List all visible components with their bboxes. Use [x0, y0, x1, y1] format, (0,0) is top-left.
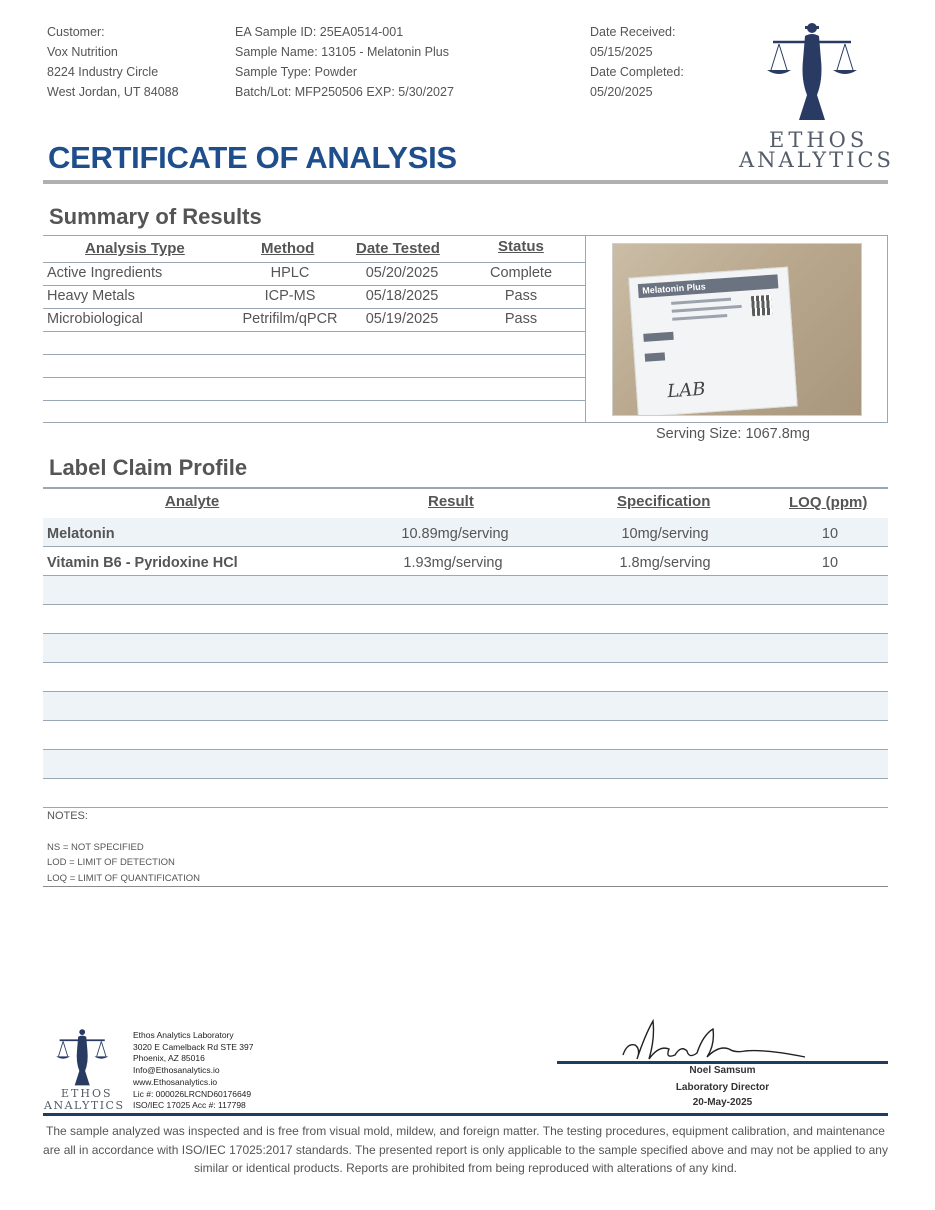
row-stripe [43, 576, 888, 604]
method-cell: ICP-MS [264, 288, 316, 304]
summary-col-analysis-type: Analysis Type [85, 240, 185, 257]
specification-cell: 1.8mg/serving [619, 555, 711, 571]
status-cell: Pass [504, 311, 538, 327]
serving-size: Serving Size: 1067.8mg [656, 426, 810, 442]
row-divider [43, 633, 888, 634]
photo-label-title: Melatonin Plus [638, 274, 779, 298]
summary-col-method: Method [261, 240, 315, 257]
summary-right-border [887, 235, 888, 423]
page-title: CERTIFICATE OF ANALYSIS [48, 140, 457, 175]
summary-row-divider [43, 377, 585, 378]
lab-address-line2: Phoenix, AZ 85016 [133, 1053, 205, 1064]
sample-id: EA Sample ID: 25EA0514-001 [235, 25, 404, 39]
lab-contact-info [133, 1030, 253, 1112]
status-cell: Complete [489, 265, 553, 281]
analysis-type-cell: Microbiological [47, 311, 143, 327]
result-cell: 10.89mg/serving [401, 526, 509, 542]
signer-title: Laboratory Director [675, 1082, 770, 1093]
footer-logo-analytics: ANALYTICS [44, 1099, 125, 1112]
ethos-logo-figure [765, 20, 860, 122]
title-divider [43, 180, 888, 184]
logo-text-analytics: ANALYTICS [739, 148, 894, 172]
lab-address-line1: 3020 E Camelback Rd STE 397 [133, 1041, 254, 1052]
summary-row-divider [43, 285, 585, 286]
footer-logo-figure [55, 1027, 110, 1087]
method-cell: Petrifilm/qPCR [242, 311, 338, 327]
label-tag [643, 332, 673, 342]
row-divider [43, 691, 888, 692]
analyte-cell: Vitamin B6 - Pyridoxine HCl [47, 555, 238, 571]
analyte-cell: Melatonin [47, 526, 115, 542]
loq-cell: 10 [821, 526, 839, 542]
footer-divider [43, 1113, 888, 1116]
customer-address-line2: West Jordan, UT 84088 [47, 85, 179, 99]
row-divider [43, 575, 888, 576]
summary-row-divider [43, 331, 585, 332]
date-completed: 05/20/2025 [590, 85, 653, 99]
label-claim-col-analyte: Analyte [165, 493, 220, 510]
row-divider [43, 778, 888, 779]
loq-cell: 10 [821, 555, 839, 571]
result-cell: 1.93mg/serving [403, 555, 503, 571]
lab-email: Info@Ethosanalytics.io [133, 1065, 220, 1076]
batch-lot: Batch/Lot: MFP250506 EXP: 5/30/2027 [235, 85, 454, 99]
specification-cell: 10mg/serving [621, 526, 709, 542]
date-tested-cell: 05/20/2025 [365, 265, 439, 281]
sample-name: Sample Name: 13105 - Melatonin Plus [235, 45, 450, 59]
notes-divider [43, 886, 888, 887]
sample-label-card [628, 267, 797, 416]
justice-scale-icon [55, 1027, 110, 1087]
footer-logo-ethos: ETHOS [61, 1087, 113, 1100]
analysis-type-cell: Active Ingredients [47, 265, 163, 281]
label-text-line [672, 314, 727, 321]
lab-iso-accreditation: ISO/IEC 17025 Acc #: 117798 [133, 1100, 246, 1111]
row-divider [43, 604, 888, 605]
row-divider [43, 720, 888, 721]
summary-col-status: Status [498, 238, 544, 255]
logo-text-ethos: ETHOS [769, 128, 869, 152]
customer-info [47, 22, 179, 102]
row-divider [43, 749, 888, 750]
sample-type: Sample Type: Powder [235, 65, 358, 79]
sample-photo [612, 243, 862, 416]
date-tested-cell: 05/18/2025 [365, 288, 439, 304]
method-cell: HPLC [270, 265, 310, 281]
notes-heading: NOTES: [47, 810, 88, 822]
sample-info [235, 22, 454, 102]
signer-name: Noel Samsum [689, 1065, 756, 1076]
date-completed-label: Date Completed: [590, 65, 684, 79]
customer-name: Vox Nutrition [47, 45, 118, 59]
summary-col-date-tested: Date Tested [356, 240, 440, 257]
note-item: LOD = LIMIT OF DETECTION [47, 857, 175, 868]
dates-info [590, 22, 684, 102]
justice-scale-icon [765, 20, 860, 122]
customer-label: Customer: [47, 25, 105, 39]
lab-name: Ethos Analytics Laboratory [133, 1030, 234, 1040]
label-text-line [671, 298, 731, 305]
status-cell: Pass [504, 288, 538, 304]
row-stripe [43, 750, 888, 778]
row-divider [43, 662, 888, 663]
disclaimer-text: The sample analyzed was inspected and is free from visual mold, mildew, and foreign matter. The testing procedures, equipment calibration, and maintenance are all in accordance with ISO/IEC 17025:2017 standards. The presented report is only applicable to the sample specified above and may not be applied to any similar or identical products. Reports are prohibited from being reproduced with alterations of any kind. [43, 1124, 888, 1175]
handwritten-signature-icon [615, 1015, 810, 1063]
note-item: NS = NOT SPECIFIED [47, 842, 144, 853]
signature-line [557, 1061, 888, 1064]
analysis-type-cell: Heavy Metals [47, 288, 135, 304]
summary-divider [585, 235, 586, 423]
summary-row-divider [43, 262, 585, 263]
summary-row-divider [43, 308, 585, 309]
qr-code-icon [751, 295, 772, 316]
date-received: 05/15/2025 [590, 45, 653, 59]
date-tested-cell: 05/19/2025 [365, 311, 439, 327]
label-claim-col-result: Result [428, 493, 474, 510]
lab-license: Lic #: 000026LRCND60176649 [133, 1088, 252, 1099]
summary-heading: Summary of Results [49, 204, 262, 229]
row-stripe [43, 634, 888, 662]
label-claim-heading: Label Claim Profile [49, 455, 248, 480]
customer-address-line1: 8224 Industry Circle [47, 65, 159, 79]
label-tag [645, 352, 666, 361]
photo-handwriting: LAB [666, 378, 707, 403]
summary-row-divider [43, 354, 585, 355]
row-divider [43, 546, 888, 547]
row-stripe [43, 692, 888, 720]
signed-date: 20-May-2025 [692, 1097, 753, 1108]
label-claim-top-border [43, 487, 888, 489]
lab-website: www.Ethosanalytics.io [133, 1076, 218, 1087]
date-received-label: Date Received: [590, 25, 676, 39]
label-text-line [672, 305, 742, 313]
label-claim-col-loq: LOQ (ppm) [789, 494, 868, 511]
note-item: LOQ = LIMIT OF QUANTIFICATION [47, 873, 200, 884]
row-divider [43, 807, 888, 808]
label-claim-col-specification: Specification [617, 493, 711, 510]
signature [615, 1015, 810, 1063]
summary-row-divider [43, 400, 585, 401]
